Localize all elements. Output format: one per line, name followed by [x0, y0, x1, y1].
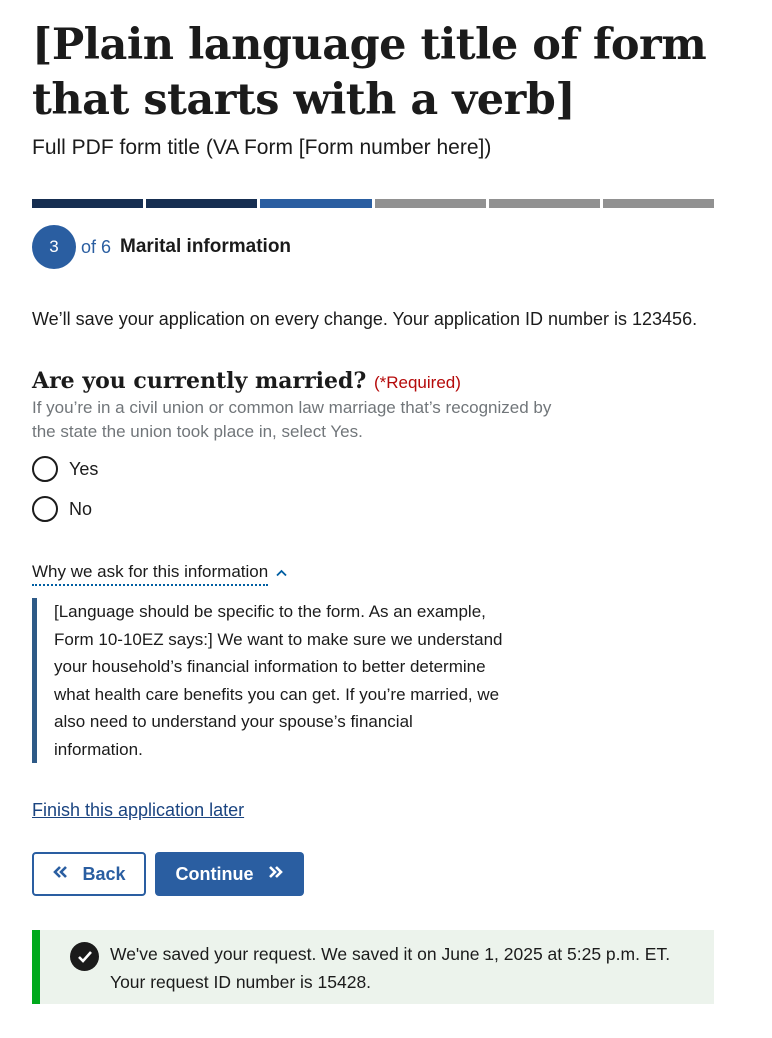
step-number-badge — [32, 225, 76, 269]
question-label — [32, 366, 461, 398]
progress-segment-3 — [260, 199, 371, 208]
save-note: We’ll save your application on every change. Your application ID number is 123456. — [32, 309, 698, 329]
form-subtitle: Full PDF form title (VA Form [Form number here]) — [32, 136, 492, 159]
why-explanation: [Language should be specific to the form. As an example, Form 10-10EZ says:] We want to make sure we understand your household’s financial information to better determine what health care benefits you can get. If you’re married, we also need to understand your spouse’s financial information. — [32, 598, 504, 763]
alert-message — [110, 940, 670, 996]
radio-circle[interactable] — [32, 496, 58, 522]
step-indicator — [32, 225, 291, 269]
page-title: [Plain language title of form that starts with a verb] — [32, 20, 707, 125]
progress-segment-2 — [146, 199, 257, 208]
radio-label-yes[interactable]: Yes — [69, 458, 99, 479]
back-button[interactable] — [32, 852, 146, 896]
question-text: Are you currently married? — [32, 368, 367, 394]
step-number: 3 — [49, 237, 59, 256]
progress-segment-6 — [603, 199, 714, 208]
radio-circle[interactable] — [32, 456, 58, 482]
finish-later-link[interactable]: Finish this application later — [32, 800, 245, 820]
required-indicator: (*Required) — [373, 373, 461, 392]
progress-segment-5 — [489, 199, 600, 208]
back-button-label[interactable]: Back — [82, 863, 126, 884]
continue-button[interactable] — [155, 852, 304, 896]
alert-line-1: We've saved your request. We saved it on June 1, 2025 at 5:25 p.m. ET. — [110, 944, 671, 964]
continue-button-label[interactable]: Continue — [175, 863, 254, 884]
step-name: Marital information — [120, 236, 292, 257]
double-chevron-left-icon — [52, 865, 68, 884]
radio-no[interactable] — [32, 496, 92, 522]
question-hint: If you’re in a civil union or common law marriage that’s recognized by the state the union took place in, select Yes. — [32, 398, 552, 441]
progress-bar — [32, 199, 714, 208]
why-toggle[interactable] — [32, 560, 287, 586]
check-circle-icon — [70, 942, 99, 971]
step-total: of 6 — [81, 236, 112, 257]
progress-segment-4 — [375, 199, 486, 208]
progress-segment-1 — [32, 199, 143, 208]
success-alert — [32, 930, 714, 1004]
double-chevron-right-icon — [268, 865, 284, 884]
radio-label-no[interactable]: No — [69, 498, 93, 519]
chevron-up-icon[interactable] — [276, 561, 287, 585]
radio-yes[interactable] — [32, 456, 98, 482]
alert-line-2: Your request ID number is 15428. — [110, 972, 372, 992]
why-toggle-label[interactable]: Why we ask for this information — [32, 560, 268, 586]
